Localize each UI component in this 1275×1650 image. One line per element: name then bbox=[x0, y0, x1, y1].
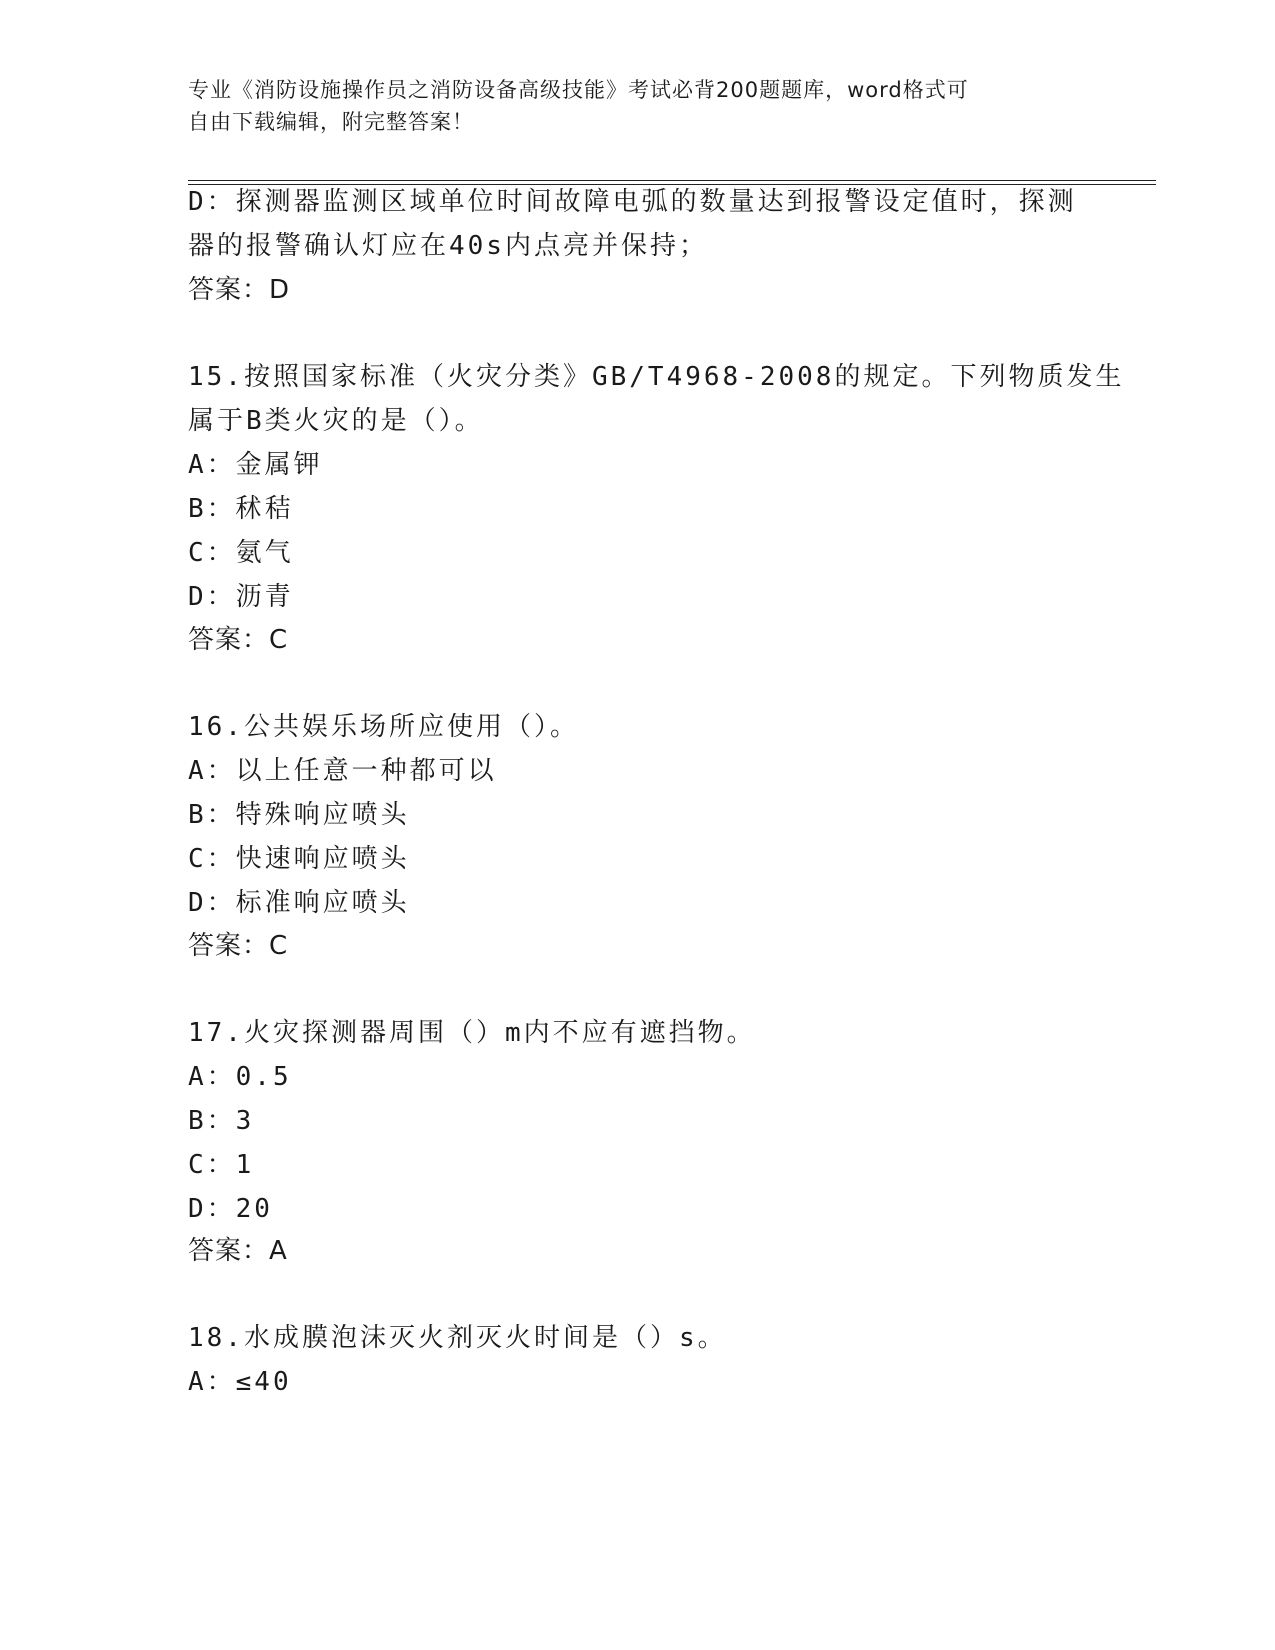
document-header bbox=[188, 74, 1088, 138]
header-rule-top bbox=[188, 180, 1156, 181]
header-line-2: 自由下载编辑，附完整答案！ bbox=[188, 110, 474, 134]
q15-stem-line-2: 属于B类火灾的是（）。 bbox=[188, 406, 484, 436]
q15-stem-line-1: 15.按照国家标准（火灾分类》GB/T4968-2008的规定。下列物质发生 bbox=[188, 362, 1125, 392]
q17-stem: 17.火灾探测器周围（）m内不应有遮挡物。 bbox=[188, 1018, 756, 1048]
q18-stem: 18.水成膜泡沫灭火剂灭火时间是（）s。 bbox=[188, 1323, 727, 1353]
prev-option-d-line-2: 器的报警确认灯应在40s内点亮并保持； bbox=[188, 231, 708, 261]
q15-option-a: A：金属钾 bbox=[188, 450, 323, 480]
q17-option-b: B：3 bbox=[188, 1106, 255, 1136]
q16-option-d: D：标准响应喷头 bbox=[188, 888, 410, 918]
q17-option-a: A：0.5 bbox=[188, 1062, 292, 1092]
q16-stem: 16.公共娱乐场所应使用（）。 bbox=[188, 712, 579, 742]
header-rule-bottom bbox=[188, 184, 1156, 185]
header-line-1: 专业《消防设施操作员之消防设备高级技能》考试必背200题题库，word格式可 bbox=[188, 78, 969, 102]
q15-answer: 答案：C bbox=[188, 625, 289, 655]
prev-option-d-line-1: D：探测器监测区域单位时间故障电弧的数量达到报警设定值时，探测 bbox=[188, 187, 1077, 217]
prev-answer: 答案：D bbox=[188, 275, 291, 305]
q15-option-d: D：沥青 bbox=[188, 582, 294, 612]
q17-option-d: D：20 bbox=[188, 1194, 273, 1224]
q17-option-c: C：1 bbox=[188, 1150, 255, 1180]
q15-option-c: C：氨气 bbox=[188, 538, 294, 568]
q16-option-c: C：快速响应喷头 bbox=[188, 844, 410, 874]
q15-option-b: B：秫秸 bbox=[188, 494, 294, 524]
q17-answer: 答案：A bbox=[188, 1236, 288, 1266]
q16-option-b: B：特殊响应喷头 bbox=[188, 800, 410, 830]
q16-answer: 答案：C bbox=[188, 931, 289, 961]
q16-option-a: A：以上任意一种都可以 bbox=[188, 756, 497, 786]
q18-option-a: A：≤40 bbox=[188, 1367, 292, 1397]
